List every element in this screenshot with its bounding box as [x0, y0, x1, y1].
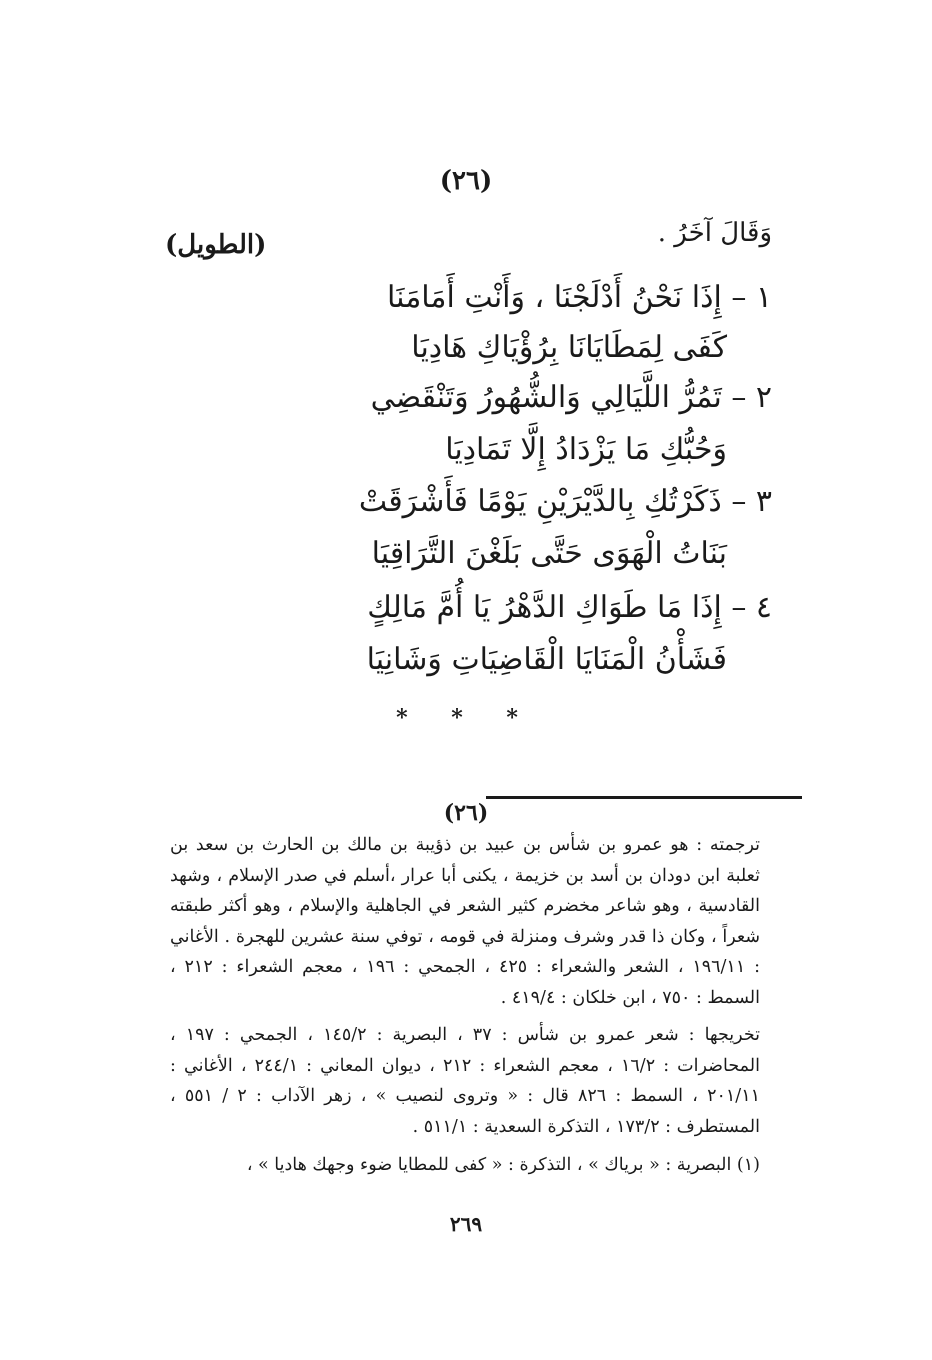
footnote-note-1: (١) البصرية : « برياك » ، التذكرة : « كفى للمطايا ضوء وجهك هاديا » ،	[246, 1155, 760, 1175]
section-separator: * * *	[396, 705, 536, 731]
verse-4-hemistich-1: ٤ – إِذَا مَا طَوَاكِ الدَّهْرُ يَا أُمَّ مَالِكٍ	[367, 590, 772, 625]
verse-2-hemistich-2: وَحُبُّكِ مَا يَزْدَادُ إِلَّا تَمَادِيَا	[445, 432, 727, 467]
page-number: ٢٦٩	[449, 1212, 483, 1236]
verse-3-hemistich-1: ٣ – ذَكَرْتُكِ بِالدَّيْرَيْنِ يَوْمًا فَأَشْرَقَتْ	[358, 484, 772, 519]
verse-4-hemistich-2: فَشَأْنُ الْمَنَايَا الْقَاضِيَاتِ وَشَانِيَا	[366, 642, 727, 677]
verse-1-hemistich-2: كَفَى لِمَطَايَانَا بِرُؤْيَاكِ هَادِيَا	[411, 330, 727, 365]
footnote-number: (٢٦)	[443, 800, 489, 826]
poem-intro: وَقَالَ آخَرُ .	[657, 218, 772, 248]
footnote-biography: ترجمته : هو عمرو بن شأس بن عبيد بن ذؤيبة بن مالك بن الحارث بن سعد بن ثعلبة ابن دودان بن أسد بن خزيمة ، يكنى أبا عرار ،أسلم في صدر الإسلام ، وشهد القادسية ، وهو شاعر مخضرم كثير الشعر في الجاهلية والإسلام ، وهو أكثر طبقته شعراً ، وكان ذا قدر وشرف ومنزلة في قومه ، توفي سنة عشرين للهجرة . الأغاني : ١٩٦/١١ ، الشعر والشعراء : ٤٢٥ ، الجمحي : ١٩٦ ، معجم الشعراء : ٢١٢ ، السمط : ٧٥٠ ، ابن خلكان : ٤١٩/٤ .	[170, 835, 760, 1008]
footnote-rule	[486, 796, 802, 799]
verse-1-hemistich-1: ١ – إِذَا نَحْنُ أَدْلَجْنَا ، وَأَنْتِ أَمَامَنَا	[387, 280, 772, 315]
poem-meter: (الطويل)	[165, 230, 267, 260]
verse-3-hemistich-2: بَنَاتُ الْهَوَى حَتَّى بَلَغْنَ التَّرَاقِيَا	[371, 536, 727, 571]
verse-2-hemistich-1: ٢ – تَمُرُّ اللَّيَالِي وَالشُّهُورُ وَتَنْقَضِي	[370, 380, 772, 415]
footnote-takhrij: تخريجها : شعر عمرو بن شأس : ٣٧ ، البصرية : ١٤٥/٢ ، الجمحي : ١٩٧ ، المحاضرات : ١٦/٢ ، معجم الشعراء : ٢١٢ ، ديوان المعاني : ٢٤٤/١ ، الأغاني : ٢٠١/١١ ، السمط : ٨٢٦ قال : « وتروى لنصيب » ، زهر الآداب : ٢ / ٥٥١ ، المستطرف : ١٧٣/٢ ، التذكرة السعدية : ٥١١/١ .	[170, 1025, 760, 1137]
poem-number: (٢٦)	[439, 166, 493, 196]
